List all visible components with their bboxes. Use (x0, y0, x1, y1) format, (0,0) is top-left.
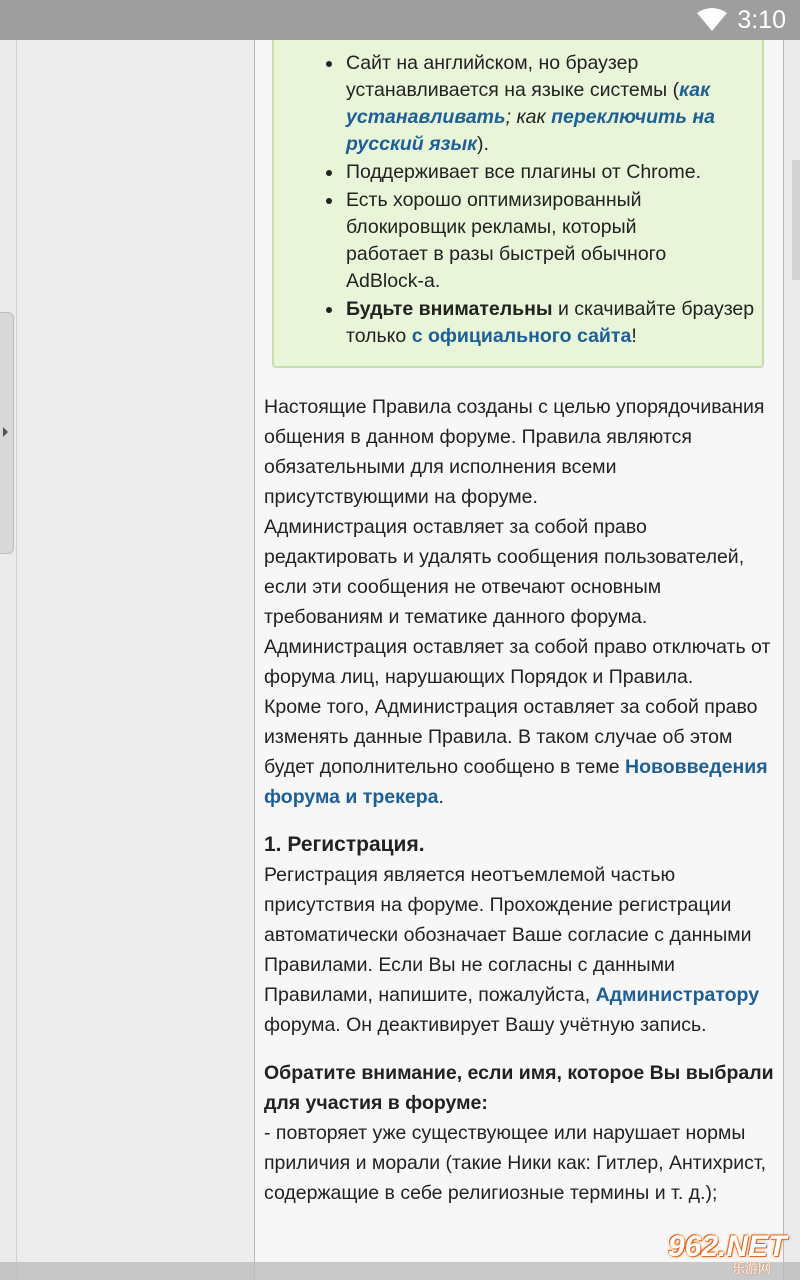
rules-admin-edit-text: Администрация оставляет за собой право редактировать и удалять сообщения пользователей, если эти сообщения не отвечают основным требованиям и тематике данного форума. (264, 516, 745, 628)
chevron-right-icon (3, 427, 8, 437)
watermark-subtext: 乐游网 (732, 1261, 772, 1276)
official-site-link[interactable]: с официального сайта (411, 325, 632, 347)
rules-change-text: Кроме того, Администрация оставляет за собой право изменять данные Правила. В таком случае об этом будет дополнительно сообщено в теме (264, 696, 758, 778)
rules-intro-text: Настоящие Правила созданы с целью упорядочивания общения в данном форуме. Правила являются обязательными для исполнения всеми присутствующими на форуме. (264, 396, 765, 508)
notice-list (274, 40, 762, 350)
wifi-icon (696, 8, 728, 32)
list-item: Поддерживает все плагины от Chrome. (346, 159, 762, 186)
drawer-handle[interactable] (0, 312, 14, 554)
section-heading: 1. Регистрация. (264, 833, 425, 856)
watermark-text: 962.NET (668, 1230, 787, 1263)
notice-text: и скачивайте браузер только (346, 298, 755, 347)
post-content (254, 40, 787, 1280)
rules-intro (264, 392, 779, 812)
browser-notice-box (272, 40, 764, 368)
rules-change-text: . (438, 786, 444, 808)
news-topic-link[interactable]: Нововведения форума и трекера (264, 756, 768, 808)
watermark-logo (668, 1230, 794, 1276)
notice-text: ; как (505, 106, 552, 128)
administrator-link[interactable]: Администратору (595, 984, 760, 1006)
left-column (16, 40, 255, 1280)
status-bar (0, 0, 800, 40)
attention-note: Обратите внимание, если имя, которое Вы выбрали для участия в форуме: (264, 1062, 774, 1114)
switch-language-link[interactable]: переключить на русский язык (346, 106, 716, 155)
notice-text: ). (477, 133, 489, 155)
registration-text: Регистрация является неотъемлемой частью присутствия на форуме. Прохождение регистрации автоматически обозначает Ваше согласие с данными Правилами. Если Вы не согласны с данными Правилами, напишите, пожалуйста, (264, 864, 752, 1006)
list-item: Есть хорошо оптимизированный блокировщик рекламы, который работает в разы быстрей обычного AdBlock-а. (346, 187, 762, 295)
section-registration (264, 830, 779, 1208)
rules-admin-disable-text: Администрация оставляет за собой право отключать от форума лиц, нарушающих Порядок и Правила. (264, 636, 771, 688)
rule-bullet: - повторяет уже существующее или нарушает нормы приличия и морали (такие Ники как: Гитлер, Антихрист, содержащие в себе религиозные термины и т. д.); (264, 1122, 767, 1204)
list-item (346, 296, 762, 350)
registration-text: форума. Он деактивирует Вашу учётную запись. (264, 1014, 707, 1036)
registration-paragraph (264, 860, 779, 1040)
rules-change-paragraph (264, 692, 779, 812)
notice-bold-text: Будьте внимательны (346, 298, 553, 320)
notice-text: Сайт на английском, но браузер устанавливается на языке системы ( (346, 52, 680, 101)
install-link[interactable]: как устанавливать (346, 79, 710, 128)
list-item (346, 50, 762, 158)
notice-text: ! (631, 325, 637, 347)
scrollbar[interactable] (792, 160, 800, 280)
clock: 3:10 (737, 6, 786, 34)
